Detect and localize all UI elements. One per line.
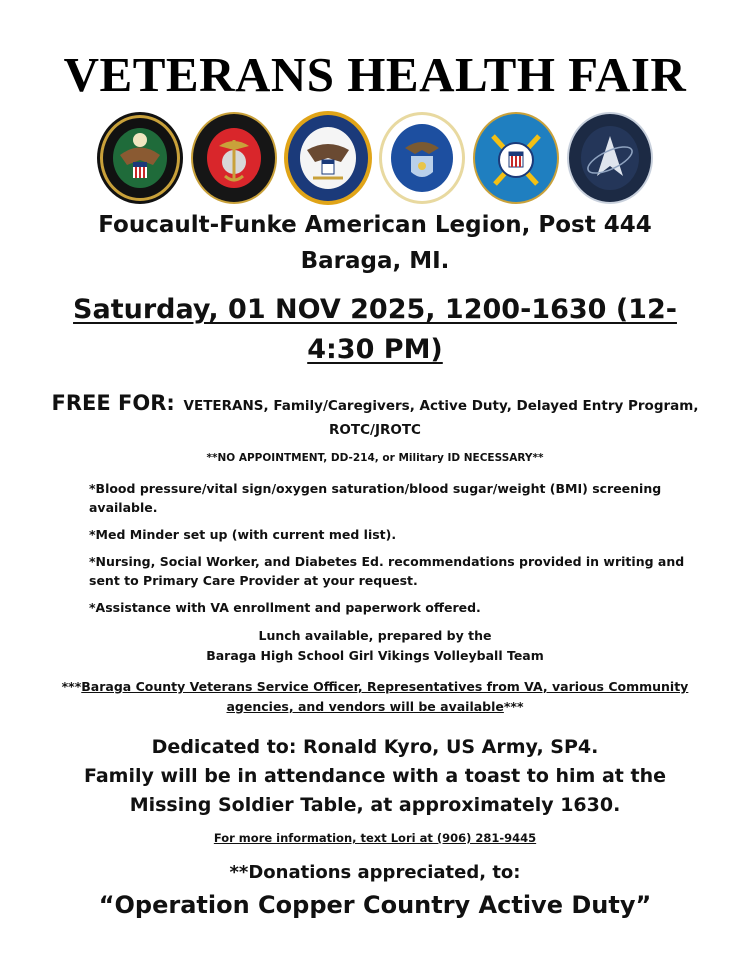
agencies-note xyxy=(0,677,750,717)
military-seals-row xyxy=(95,110,655,206)
services-list xyxy=(89,479,709,625)
agencies-prefix: *** xyxy=(61,679,82,694)
flyer-title: VETERANS HEALTH FAIR xyxy=(63,47,687,102)
dedication-line: Missing Soldier Table, at approximately 1630. xyxy=(129,794,621,816)
coast-guard-seal-icon xyxy=(471,110,561,206)
dedication-block xyxy=(0,733,750,820)
lunch-note xyxy=(0,626,750,666)
service-item: *Assistance with VA enrollment and paperwork offered. xyxy=(89,600,481,615)
lunch-line: Lunch available, prepared by the xyxy=(258,628,492,643)
event-date: Saturday, 01 NOV 2025, 1200-1630 (12-4:30 PM) xyxy=(73,294,677,365)
service-item: *Nursing, Social Worker, and Diabetes Ed. recommendations provided in writing and sent to Primary Care Provider at your request. xyxy=(89,554,685,588)
agencies-text: Baraga County Veterans Service Officer, Representatives from VA, various Community agencies, and vendors will be available xyxy=(81,679,689,714)
agencies-suffix: *** xyxy=(503,699,524,714)
free-for-label: FREE FOR: xyxy=(51,391,175,415)
free-for-list: VETERANS, Family/Caregivers, Active Duty, Delayed Entry Program, ROTC/JROTC xyxy=(183,398,699,438)
space-force-seal-icon xyxy=(565,110,655,206)
service-item: *Blood pressure/vital sign/oxygen saturation/blood sugar/weight (BMI) screening available. xyxy=(89,481,662,515)
free-for-block xyxy=(0,391,750,442)
service-item: *Med Minder set up (with current med list). xyxy=(89,527,397,542)
donations-label: **Donations appreciated, to: xyxy=(229,862,521,883)
venue-name: Foucault-Funke American Legion, Post 444 xyxy=(98,212,652,238)
no-appointment-note: **NO APPOINTMENT, DD-214, or Military ID NECESSARY** xyxy=(206,452,544,464)
contact-info: For more information, text Lori at (906) 281-9445 xyxy=(213,831,537,845)
air-force-seal-icon xyxy=(377,110,467,206)
lunch-provider: Baraga High School Girl Vikings Volleyball Team xyxy=(206,648,544,663)
navy-seal-icon xyxy=(283,110,373,206)
army-seal-icon xyxy=(95,110,185,206)
donations-organization: “Operation Copper Country Active Duty” xyxy=(98,891,652,919)
marine-corps-seal-icon xyxy=(189,110,279,206)
dedication-line: Dedicated to: Ronald Kyro, US Army, SP4. xyxy=(151,736,599,758)
venue-block xyxy=(0,207,750,279)
venue-location: Baraga, MI. xyxy=(300,248,450,274)
dedication-line: Family will be in attendance with a toast to him at the xyxy=(84,765,666,787)
